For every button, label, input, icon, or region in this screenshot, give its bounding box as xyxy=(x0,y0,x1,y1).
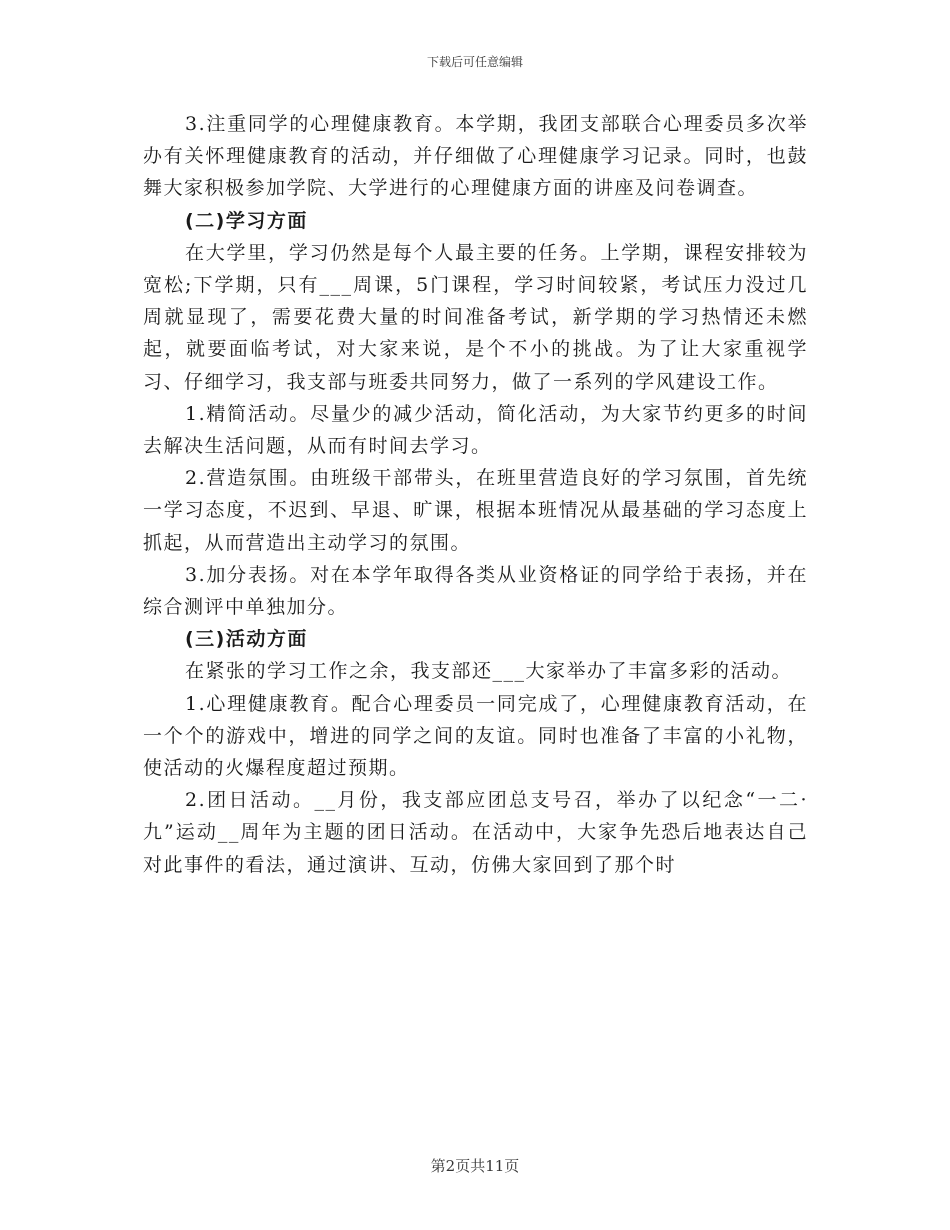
paragraph-activities-intro: 在紧张的学习工作之余，我支部还___大家举办了丰富多彩的活动。 xyxy=(185,660,793,683)
page-header: 下载后可任意编辑 xyxy=(426,55,523,69)
paragraph-mental-health-activity: 1.心理健康教育。配合心理委员一同完成了，心理健康教育活动，在一个个的游戏中，增进的同学之间的友谊。同时也准备了丰富的小礼物，使活动的火爆程度超过预期。 xyxy=(143,692,808,780)
paragraph-league-day-activity: 2.团日活动。__月份，我支部应团总支号召，举办了以纪念“一二·九”运动__周年为主题的团日活动。在活动中，大家争先恐后地表达自己对此事件的看法，通过演讲、互动，仿佛大家回到了那个时 xyxy=(143,789,808,876)
paragraph-bonus-praise: 3.加分表扬。对在本学年取得各类从业资格证的同学给于表扬，并在综合测评中单独加分。 xyxy=(143,563,808,619)
paragraph-simplify-activities: 1.精简活动。尽量少的减少活动，简化活动，为大家节约更多的时间去解决生活问题，从而有时间去学习。 xyxy=(143,402,808,458)
paragraph-create-atmosphere: 2.营造氛围。由班级干部带头，在班里营造良好的学习氛围，首先统一学习态度，不迟到、早退、旷课，根据本班情况从最基础的学习态度上抓起，从而营造出主动学习的氛围。 xyxy=(143,467,808,554)
paragraph-study-intro: 在大学里，学习仍然是每个人最主要的任务。上学期，课程安排较为宽松;下学期，只有___周课，5门课程，学习时间较紧，考试压力没过几周就显现了，需要花费大量的时间准备考试，新学期的学习热情还未燃起，就要面临考试，对大家来说，是个不小的挑战。为了让大家重视学习、仔细学习，我支部与班委共同努力，做了一系列的学风建设工作。 xyxy=(143,241,808,393)
document-body xyxy=(143,108,808,881)
section-heading-activities: (三)活动方面 xyxy=(185,628,308,651)
paragraph-mental-health-education: 3.注重同学的心理健康教育。本学期，我团支部联合心理委员多次举办有关怀理健康教育的活动，并仔细做了心理健康学习记录。同时，也鼓舞大家积极参加学院、大学进行的心理健康方面的讲座及问卷调查。 xyxy=(143,113,808,200)
page-number-footer: 第2页共11页 xyxy=(430,1157,520,1175)
section-heading-study: (二)学习方面 xyxy=(185,209,308,232)
